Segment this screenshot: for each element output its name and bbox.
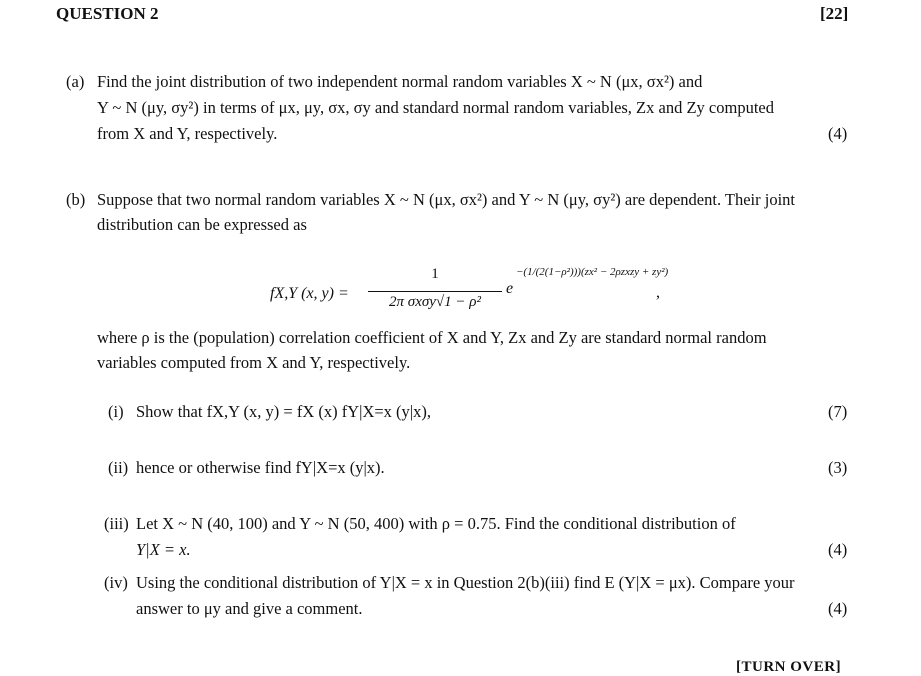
- part-a-marks: (4): [828, 124, 848, 143]
- part-a-line1: Find the joint distribution of two independent normal random variables X ~ N (μx, σx²) and: [97, 72, 703, 91]
- subpart-i-text: Show that fX,Y (x, y) = fX (x) fY|X=x (y|x),: [136, 402, 431, 421]
- subpart-iv-line1: Using the conditional distribution of Y|X = x in Question 2(b)(iii) find E (Y|X = μx). Compare your: [136, 573, 795, 592]
- total-marks: [22]: [820, 4, 849, 23]
- formula-lhs: fX,Y (x, y) =: [270, 285, 349, 302]
- subpart-ii-text: hence or otherwise find fY|X=x (y|x).: [136, 458, 385, 477]
- subpart-iii-line1: Let X ~ N (40, 100) and Y ~ N (50, 400) with ρ = 0.75. Find the conditional distribution of: [136, 514, 736, 533]
- formula-fraction-bar: [368, 291, 502, 292]
- where-line2: variables computed from X and Y, respectively.: [97, 353, 411, 372]
- subpart-iv-label: (iv): [104, 573, 128, 592]
- subpart-ii-label: (ii): [108, 458, 129, 477]
- formula-e: e: [506, 280, 514, 297]
- subpart-i-marks: (7): [828, 402, 848, 421]
- formula-denominator: 2π σxσy√1 − ρ²: [389, 294, 481, 310]
- formula-exponent: −(1/(2(1−ρ²)))(zx² − 2ρzxzy + zy²): [516, 266, 669, 278]
- subpart-iv-marks: (4): [828, 599, 848, 618]
- turn-over-label: [TURN OVER]: [736, 659, 842, 675]
- subpart-i-label: (i): [108, 402, 124, 421]
- subpart-ii-marks: (3): [828, 458, 848, 477]
- subpart-iii-line2: Y|X = x.: [136, 540, 191, 559]
- formula-numerator: 1: [431, 266, 439, 282]
- part-b-line2: distribution can be expressed as: [97, 215, 307, 234]
- subpart-iii-marks: (4): [828, 540, 848, 559]
- formula-tail: ,: [656, 284, 660, 301]
- part-a-line3: from X and Y, respectively.: [97, 124, 278, 143]
- part-a-line2: Y ~ N (μy, σy²) in terms of μx, μy, σx, σy and standard normal random variables, Zx and Zy computed: [97, 98, 774, 117]
- part-b-label: (b): [66, 190, 86, 209]
- question-title: QUESTION 2: [56, 4, 159, 23]
- subpart-iii-label: (iii): [104, 514, 129, 533]
- subpart-iv-line2: answer to μy and give a comment.: [136, 599, 363, 618]
- part-a-label: (a): [66, 72, 85, 91]
- part-b-line1: Suppose that two normal random variables X ~ N (μx, σx²) and Y ~ N (μy, σy²) are dependent. Their joint: [97, 190, 796, 209]
- where-line1: where ρ is the (population) correlation coefficient of X and Y, Zx and Zy are standard normal random: [97, 328, 767, 347]
